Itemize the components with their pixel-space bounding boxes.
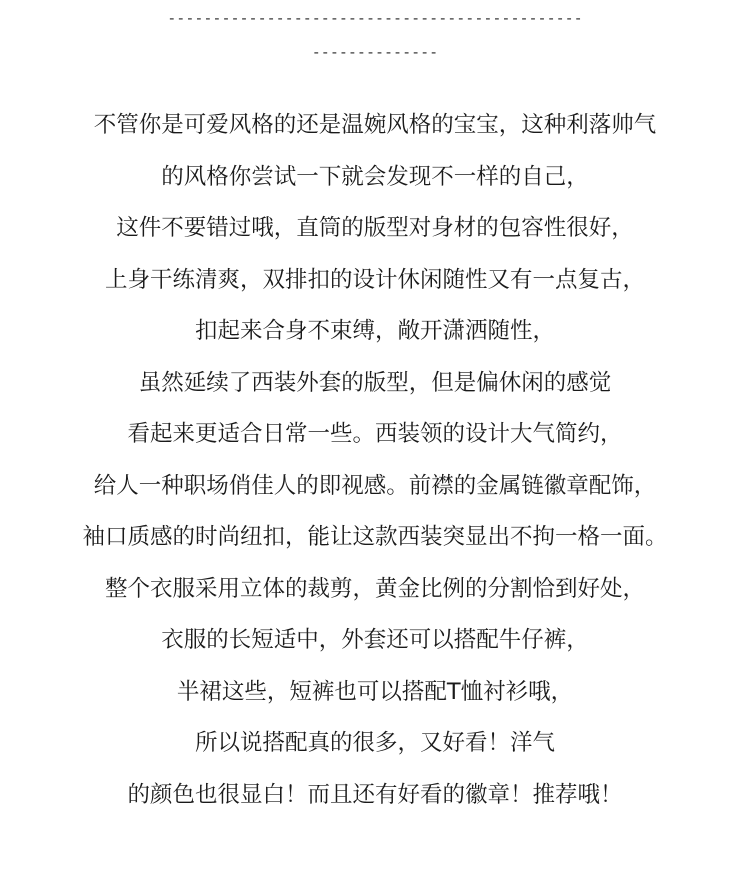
description-line: 半裙这些，短裤也可以搭配T恤衬衫哦，	[176, 678, 574, 705]
description-line: 衣服的长短适中，外套还可以搭配牛仔裤，	[161, 627, 589, 653]
description-line: 的颜色也很显白！而且还有好看的徽章！推荐哦！	[127, 781, 623, 808]
description-line: 看起来更适合日常一些。西装领的设计大气简约，	[127, 421, 623, 447]
description-line: 给人一种职场俏佳人的即视感。前襟的金属链徽章配饰，	[93, 472, 657, 499]
description-line: 袖口质感的时尚纽扣，能让这款西装突显出不拘一格一面。	[82, 524, 668, 550]
dashed-divider-bottom: --------------	[311, 43, 439, 61]
description-line: 虽然延续了西装外套的版型，但是偏休闲的感觉	[138, 369, 612, 396]
description-line: 这件不要错过哦，直筒的版型对身材的包容性很好，	[116, 215, 634, 241]
product-description	[0, 100, 750, 821]
description-line: 不管你是可爱风格的还是温婉风格的宝宝，这种利落帅气	[93, 112, 657, 138]
description-line: 整个衣服采用立体的裁剪，黄金比例的分割恰到好处，	[104, 575, 645, 602]
description-line: 所以说搭配真的很多，又好看！洋气	[194, 730, 555, 756]
description-line: 上身干练清爽，双排扣的设计休闲随性又有一点复古，	[104, 266, 645, 293]
dashed-divider-top: ----------------------------------------------	[167, 9, 583, 27]
description-line: 的风格你尝试一下就会发现不一样的自己，	[161, 163, 589, 190]
description-line: 扣起来合身不束缚，敞开潇洒随性，	[194, 318, 555, 344]
